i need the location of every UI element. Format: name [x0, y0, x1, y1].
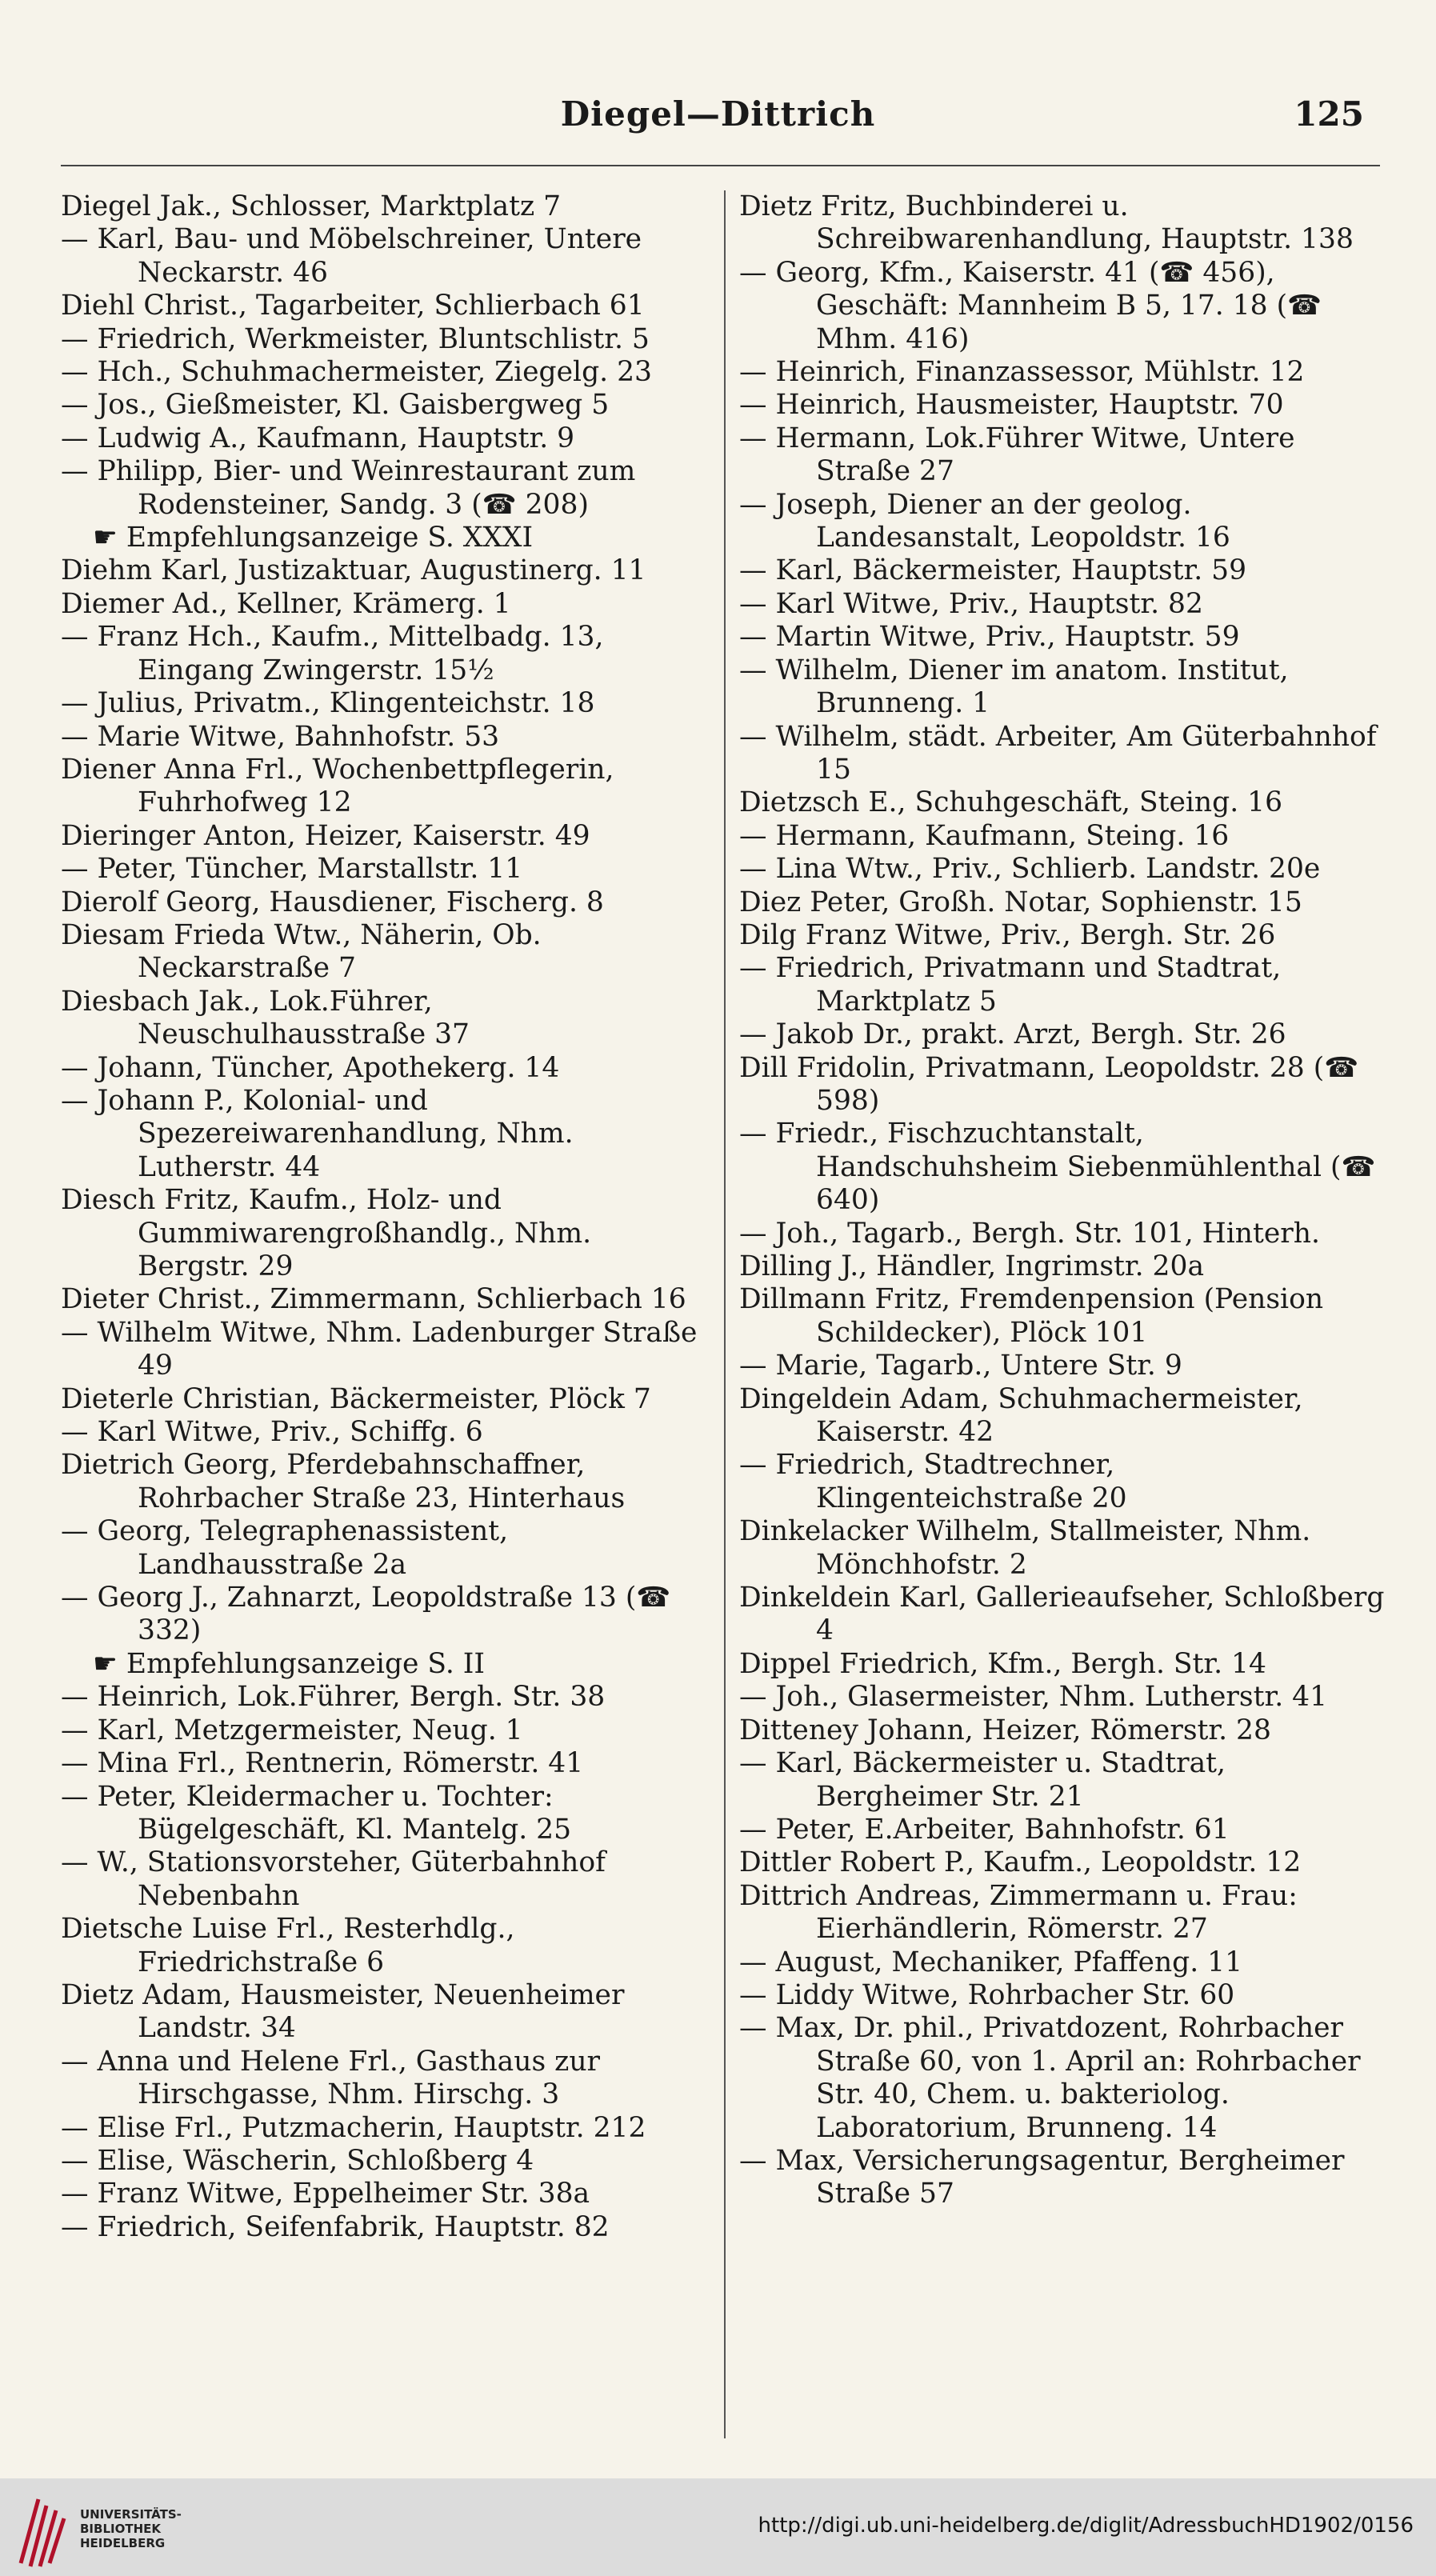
directory-entry: — Wilhelm, städt. Arbeiter, Am Güterbahnhof 15: [739, 720, 1377, 786]
directory-entry: Dietz Fritz, Buchbinderei u. Schreibwarenhandlung, Hauptstr. 138: [739, 190, 1354, 256]
directory-entry: — Mina Frl., Rentnerin, Römerstr. 41: [61, 1747, 584, 1780]
directory-entry: — Joseph, Diener an der geolog. Landesanstalt, Leopoldstr. 16: [739, 488, 1230, 554]
directory-entry: — Heinrich, Lok.Führer, Bergh. Str. 38: [61, 1681, 606, 1714]
directory-entry: — Marie Witwe, Bahnhofstr. 53: [61, 720, 500, 753]
directory-entry: — Marie, Tagarb., Untere Str. 9: [739, 1350, 1182, 1382]
directory-entry: Diehm Karl, Justizaktuar, Augustinerg. 11: [61, 554, 646, 587]
directory-entry: Dilg Franz Witwe, Priv., Bergh. Str. 26: [739, 918, 1276, 951]
directory-entry: Dinkeldein Karl, Gallerieaufseher, Schloßberg 4: [739, 1582, 1385, 1647]
directory-entry: Ditteney Johann, Heizer, Römerstr. 28: [739, 1714, 1271, 1746]
directory-entry: — Joh., Glasermeister, Nhm. Lutherstr. 41: [739, 1681, 1328, 1714]
directory-entry: Dieringer Anton, Heizer, Kaiserstr. 49: [61, 819, 590, 852]
directory-entry: — Friedrich, Seifenfabrik, Hauptstr. 82: [61, 2210, 610, 2243]
directory-entry: — Max, Versicherungsagentur, Bergheimer Straße 57: [739, 2144, 1345, 2210]
advertisement-reference: ☛ Empfehlungsanzeige S. II: [93, 1647, 486, 1680]
directory-entry: Dinkelacker Wilhelm, Stallmeister, Nhm. Mönchhofstr. 2: [739, 1515, 1311, 1581]
directory-entry: — Julius, Privatm., Klingenteichstr. 18: [61, 687, 595, 720]
directory-entry: — Joh., Tagarb., Bergh. Str. 101, Hinterh.: [739, 1217, 1320, 1250]
directory-entry: — Hch., Schuhmachermeister, Ziegelg. 23: [61, 356, 653, 389]
source-url-link[interactable]: http://digi.ub.uni-heidelberg.de/diglit/AdressbuchHD1902/0156: [758, 2514, 1414, 2538]
directory-entry: — Lina Wtw., Priv., Schlierb. Landstr. 20e: [739, 853, 1321, 886]
directory-entry: — Max, Dr. phil., Privatdozent, Rohrbacher Straße 60, von 1. April an: Rohrbacher Str. 40, Chem. u. bakteriolog. Laboratorium, Brunneng. 14: [739, 2012, 1361, 2144]
directory-entry: Dietsche Luise Frl., Resterhdlg., Friedrichstraße 6: [61, 1913, 515, 1978]
institution-line-3: HEIDELBERG: [80, 2536, 166, 2550]
directory-entry: — Friedrich, Werkmeister, Bluntschlistr. 5: [61, 322, 650, 355]
directory-entry: — Elise, Wäscherin, Schloßberg 4: [61, 2144, 534, 2177]
directory-entry: Dippel Friedrich, Kfm., Bergh. Str. 14: [739, 1647, 1266, 1680]
directory-entry: — Elise Frl., Putzmacherin, Hauptstr. 212: [61, 2111, 646, 2144]
left-column: [61, 190, 709, 2350]
directory-entry: — W., Stationsvorsteher, Güterbahnhof Nebenbahn: [61, 1846, 606, 1912]
directory-entry: — August, Mechaniker, Pfaffeng. 11: [739, 1946, 1243, 1978]
directory-entry: — Ludwig A., Kaufmann, Hauptstr. 9: [61, 422, 575, 454]
right-column: [739, 190, 1387, 2350]
column-divider: [724, 190, 726, 2438]
directory-entry: Diez Peter, Großh. Notar, Sophienstr. 15: [739, 886, 1302, 918]
institution-line-1: UNIVERSITÄTS-: [80, 2507, 182, 2522]
directory-entry: — Friedrich, Privatmann und Stadtrat, Marktplatz 5: [739, 952, 1282, 1018]
page-header: [56, 94, 1380, 150]
advertisement-reference: ☛ Empfehlungsanzeige S. XXXI: [93, 522, 534, 554]
directory-entry: Dilling J., Händler, Ingrimstr. 20a: [739, 1250, 1205, 1282]
directory-entry: Diesbach Jak., Lok.Führer, Neuschulhausstraße 37: [61, 985, 470, 1051]
directory-entry: — Johann, Tüncher, Apothekerg. 14: [61, 1051, 560, 1084]
directory-entry: Diesch Fritz, Kaufm., Holz- und Gummiwarengroßhandlg., Nhm. Bergstr. 29: [61, 1184, 592, 1282]
directory-entry: Dittler Robert P., Kaufm., Leopoldstr. 12: [739, 1846, 1302, 1879]
directory-entry: — Georg, Telegraphenassistent, Landhausstraße 2a: [61, 1515, 509, 1581]
directory-entry: — Karl, Bäckermeister, Hauptstr. 59: [739, 554, 1247, 587]
institution-name: [80, 2507, 182, 2550]
directory-entry: — Karl, Bäckermeister u. Stadtrat, Bergheimer Str. 21: [739, 1747, 1226, 1813]
directory-entry: — Martin Witwe, Priv., Hauptstr. 59: [739, 621, 1240, 654]
directory-entry: — Hermann, Kaufmann, Steing. 16: [739, 819, 1230, 852]
directory-entry: — Anna und Helene Frl., Gasthaus zur Hirschgasse, Nhm. Hirschg. 3: [61, 2045, 601, 2111]
directory-entry: Diemer Ad., Kellner, Krämerg. 1: [61, 587, 511, 620]
directory-entry: Dill Fridolin, Privatmann, Leopoldstr. 28 (☎ 598): [739, 1051, 1359, 1117]
directory-entry: — Franz Witwe, Eppelheimer Str. 38a: [61, 2178, 590, 2210]
directory-entry: — Heinrich, Finanzassessor, Mühlstr. 12: [739, 356, 1305, 389]
directory-entry: Dingeldein Adam, Schuhmachermeister, Kaiserstr. 42: [739, 1382, 1303, 1449]
directory-entry: — Jakob Dr., prakt. Arzt, Bergh. Str. 26: [739, 1018, 1286, 1051]
directory-entry: Dieter Christ., Zimmermann, Schlierbach 16: [61, 1283, 686, 1316]
directory-entry: — Karl Witwe, Priv., Schiffg. 6: [61, 1416, 483, 1449]
directory-entry: — Wilhelm, Diener im anatom. Institut, Brunneng. 1: [739, 654, 1289, 720]
university-library-logo-icon: [14, 2483, 72, 2571]
directory-entry: — Liddy Witwe, Rohrbacher Str. 60: [739, 1978, 1235, 2011]
footer-bar: [0, 2478, 1436, 2576]
directory-entry: — Heinrich, Hausmeister, Hauptstr. 70: [739, 389, 1284, 422]
page-title: Diegel—Dittrich: [560, 94, 876, 134]
directory-entry: Dietrich Georg, Pferdebahnschaffner, Rohrbacher Straße 23, Hinterhaus: [61, 1449, 626, 1514]
directory-entry: — Karl, Metzgermeister, Neug. 1: [61, 1714, 523, 1746]
directory-entry: Dittrich Andreas, Zimmermann u. Frau: Eierhändlerin, Römerstr. 27: [739, 1879, 1298, 1946]
header-rule: [61, 165, 1380, 166]
directory-entry: Dierolf Georg, Hausdiener, Fischerg. 8: [61, 886, 604, 918]
directory-entry: — Jos., Gießmeister, Kl. Gaisbergweg 5: [61, 389, 610, 422]
directory-entry: — Peter, E.Arbeiter, Bahnhofstr. 61: [739, 1813, 1230, 1846]
directory-entry: — Peter, Tüncher, Marstallstr. 11: [61, 853, 523, 886]
directory-entry: — Franz Hch., Kaufm., Mittelbadg. 13, Eingang Zwingerstr. 15½: [61, 621, 604, 686]
directory-entry: Diehl Christ., Tagarbeiter, Schlierbach 61: [61, 290, 645, 322]
directory-entry: — Johann P., Kolonial- und Spezereiwarenhandlung, Nhm. Lutherstr. 44: [61, 1084, 574, 1183]
directory-entry: Diener Anna Frl., Wochenbettpflegerin, Fuhrhofweg 12: [61, 753, 614, 819]
directory-entry: Diesam Frieda Wtw., Näherin, Ob. Neckarstraße 7: [61, 918, 542, 985]
directory-entry: — Peter, Kleidermacher u. Tochter: Bügelgeschäft, Kl. Mantelg. 25: [61, 1780, 572, 1846]
directory-entry: Dillmann Fritz, Fremdenpension (Pension Schildecker), Plöck 101: [739, 1283, 1324, 1349]
directory-entry: Dietzsch E., Schuhgeschäft, Steing. 16: [739, 786, 1283, 819]
directory-entry: — Philipp, Bier- und Weinrestaurant zum Rodensteiner, Sandg. 3 (☎ 208): [61, 455, 636, 521]
directory-entry: — Friedrich, Stadtrechner, Klingenteichstraße 20: [739, 1449, 1127, 1514]
directory-entry: Diegel Jak., Schlosser, Marktplatz 7: [61, 190, 562, 222]
institution-line-2: BIBLIOTHEK: [80, 2522, 161, 2536]
directory-entry: — Hermann, Lok.Führer Witwe, Untere Straße 27: [739, 422, 1295, 488]
directory-entry: — Karl, Bau- und Möbelschreiner, Untere Neckarstr. 46: [61, 223, 642, 289]
directory-entry: — Georg J., Zahnarzt, Leopoldstraße 13 (☎ 332): [61, 1582, 671, 1647]
directory-entry: — Friedr., Fischzuchtanstalt, Handschuhsheim Siebenmühlenthal (☎ 640): [739, 1118, 1376, 1217]
directory-entry: Dietz Adam, Hausmeister, Neuenheimer Landstr. 34: [61, 1978, 625, 2045]
page-number: 125: [1294, 94, 1364, 134]
directory-entry: Dieterle Christian, Bäckermeister, Plöck 7: [61, 1382, 651, 1415]
directory-entry: — Georg, Kfm., Kaiserstr. 41 (☎ 456), Geschäft: Mannheim B 5, 17. 18 (☎ Mhm. 416): [739, 256, 1322, 355]
directory-entry: — Wilhelm Witwe, Nhm. Ladenburger Straße 49: [61, 1316, 698, 1382]
directory-entry: — Karl Witwe, Priv., Hauptstr. 82: [739, 587, 1203, 620]
